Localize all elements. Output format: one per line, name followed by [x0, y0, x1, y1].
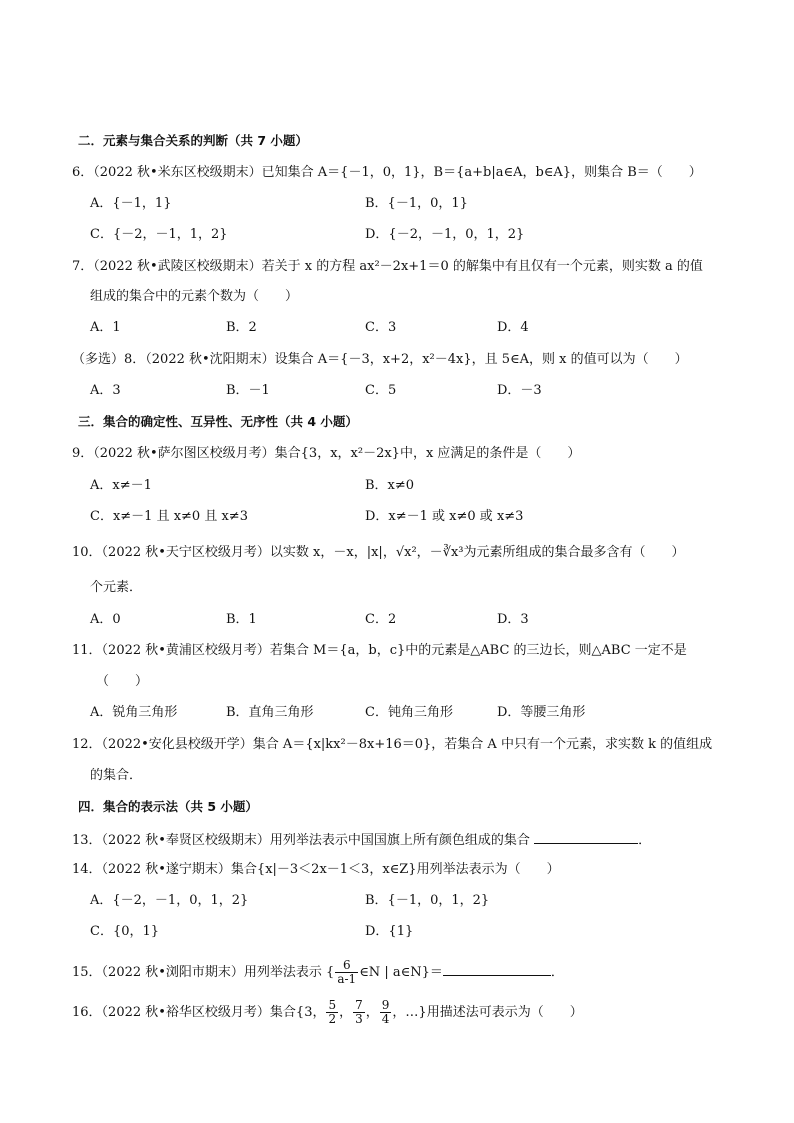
q16-suffix: ，…}用描述法可表示为（ ）	[392, 1005, 583, 1020]
q8-option-c: C．5	[365, 383, 397, 398]
q13-text: 13．（2022 秋•奉贤区校级期末）用列举法表示中国国旗上所有颜色组成的集合	[72, 833, 530, 848]
q16-fraction-1	[326, 999, 338, 1026]
section-heading-2: 二．元素与集合关系的判断（共 7 小题）	[78, 133, 308, 148]
q14-option-a: A．{－2，－1，0，1，2}	[90, 893, 249, 908]
question-14: 14．（2022 秋•遂宁期末）集合{x|－3＜2x－1＜3，x∈Z}用列举法表示为（ ）	[72, 862, 560, 877]
q11-option-c: C．钝角三角形	[365, 705, 453, 720]
q10-option-b: B．1	[226, 612, 257, 627]
question-6: 6．（2022 秋•米东区校级期末）已知集合 A＝{－1，0，1}，B＝{a+b|a∈A，b∈A}，则集合 B＝（ ）	[72, 165, 702, 180]
q11-option-a: A．锐角三角形	[90, 705, 178, 720]
q16-fraction-1-denominator: 2	[328, 1012, 337, 1026]
question-12-line-1: 12．（2022•安化县校级开学）集合 A＝{x|kx²－8x+16＝0}，若集合 A 中只有一个元素，求实数 k 的值组成	[72, 737, 713, 752]
q10-text-b: 为元素所组成的集合最多含有（ ）	[463, 545, 685, 560]
q16-comma-2: ，	[365, 1005, 379, 1020]
question-9: 9．（2022 秋•萨尔图区校级月考）集合{3，x，x²－2x}中，x 应满足的条件是（ ）	[72, 446, 581, 461]
q8-option-b: B．－1	[226, 383, 270, 398]
q11-option-d: D．等腰三角形	[497, 705, 586, 720]
q10-option-d: D．3	[497, 612, 529, 627]
q8-option-d: D．－3	[497, 383, 542, 398]
q10-option-a: A．0	[90, 612, 121, 627]
q8-option-a: A．3	[90, 383, 121, 398]
question-16	[72, 998, 583, 1028]
q6-option-a: A．{－1，1}	[90, 196, 172, 211]
question-10-line-1	[72, 543, 685, 563]
q13-end: ．	[638, 833, 652, 848]
q15-prefix: 15．（2022 秋•浏阳市期末）用列举法表示 {	[72, 965, 335, 980]
q16-prefix: 16．（2022 秋•裕华区校级月考）集合{3，	[72, 1005, 326, 1020]
q11-option-b: B．直角三角形	[226, 705, 314, 720]
q15-fraction-denominator: a-1	[337, 972, 357, 986]
q15-fraction-numerator: 6	[335, 959, 358, 973]
q15-end: ．	[550, 965, 564, 980]
q9-option-b: B．x≠0	[365, 478, 415, 493]
q7-option-d: D．4	[497, 320, 529, 335]
q10-option-c: C．2	[365, 612, 397, 627]
q9-option-a: A．x≠－1	[90, 478, 152, 493]
q16-fraction-1-numerator: 5	[328, 998, 337, 1012]
q14-option-d: D．{1}	[365, 924, 414, 939]
question-11-line-1: 11．（2022 秋•黄浦区校级月考）若集合 M＝{a，b，c}中的元素是△ABC 的三边长，则△ABC 一定不是	[72, 643, 687, 658]
q14-option-b: B．{－1，0，1，2}	[365, 893, 490, 908]
q10-cbrt-expression: ∛x³	[442, 545, 464, 560]
q16-fraction-2	[353, 999, 365, 1026]
question-15	[72, 958, 564, 988]
q16-comma-1: ，	[339, 1005, 353, 1020]
question-13	[72, 829, 651, 849]
q15-middle: ∈N | a∈N}＝	[359, 965, 443, 980]
section-heading-3: 三．集合的确定性、互异性、无序性（共 4 小题）	[78, 414, 358, 429]
q16-fraction-3-numerator: 9	[381, 998, 390, 1012]
q15-answer-blank	[443, 961, 551, 976]
section-heading-4: 四．集合的表示法（共 5 小题）	[78, 799, 258, 814]
question-7-line-1: 7．（2022 秋•武陵区校级期末）若关于 x 的方程 ax²－2x+1＝0 的解集中有且仅有一个元素，则实数 a 的值	[72, 259, 703, 274]
q13-answer-blank	[534, 829, 638, 844]
q10-sqrt-expression: √x²	[395, 545, 417, 560]
question-12-line-2: 的集合．	[90, 768, 143, 783]
question-11-line-2: （ ）	[96, 674, 149, 689]
q10-separator: ，－	[416, 545, 443, 560]
q7-option-c: C．3	[365, 320, 397, 335]
q7-option-a: A．1	[90, 320, 121, 335]
q14-option-c: C．{0，1}	[90, 924, 160, 939]
question-7-line-2: 组成的集合中的元素个数为（ ）	[90, 289, 299, 304]
q7-option-b: B．2	[226, 320, 257, 335]
q10-text-a: 10．（2022 秋•天宁区校级月考）以实数 x，－x，|x|，	[72, 545, 396, 560]
q16-fraction-3-denominator: 4	[381, 1012, 390, 1026]
q6-option-c: C．{－2，－1，1，2}	[90, 227, 228, 242]
q9-option-d: D．x≠－1 或 x≠0 或 x≠3	[365, 509, 524, 524]
q16-fraction-2-denominator: 3	[355, 1012, 363, 1026]
q15-fraction	[335, 959, 358, 986]
q16-fraction-2-numerator: 7	[355, 998, 363, 1012]
q6-option-b: B．{－1，0，1}	[365, 196, 468, 211]
q16-fraction-3	[380, 999, 392, 1026]
q6-option-d: D．{－2，－1，0，1，2}	[365, 227, 525, 242]
question-8: （多选）8．（2022 秋•沈阳期末）设集合 A＝{－3，x+2，x²－4x}，且 5∈A，则 x 的值可以为（ ）	[72, 352, 688, 367]
question-10-line-2: 个元素．	[90, 580, 143, 595]
q9-option-c: C．x≠－1 且 x≠0 且 x≠3	[90, 509, 248, 524]
